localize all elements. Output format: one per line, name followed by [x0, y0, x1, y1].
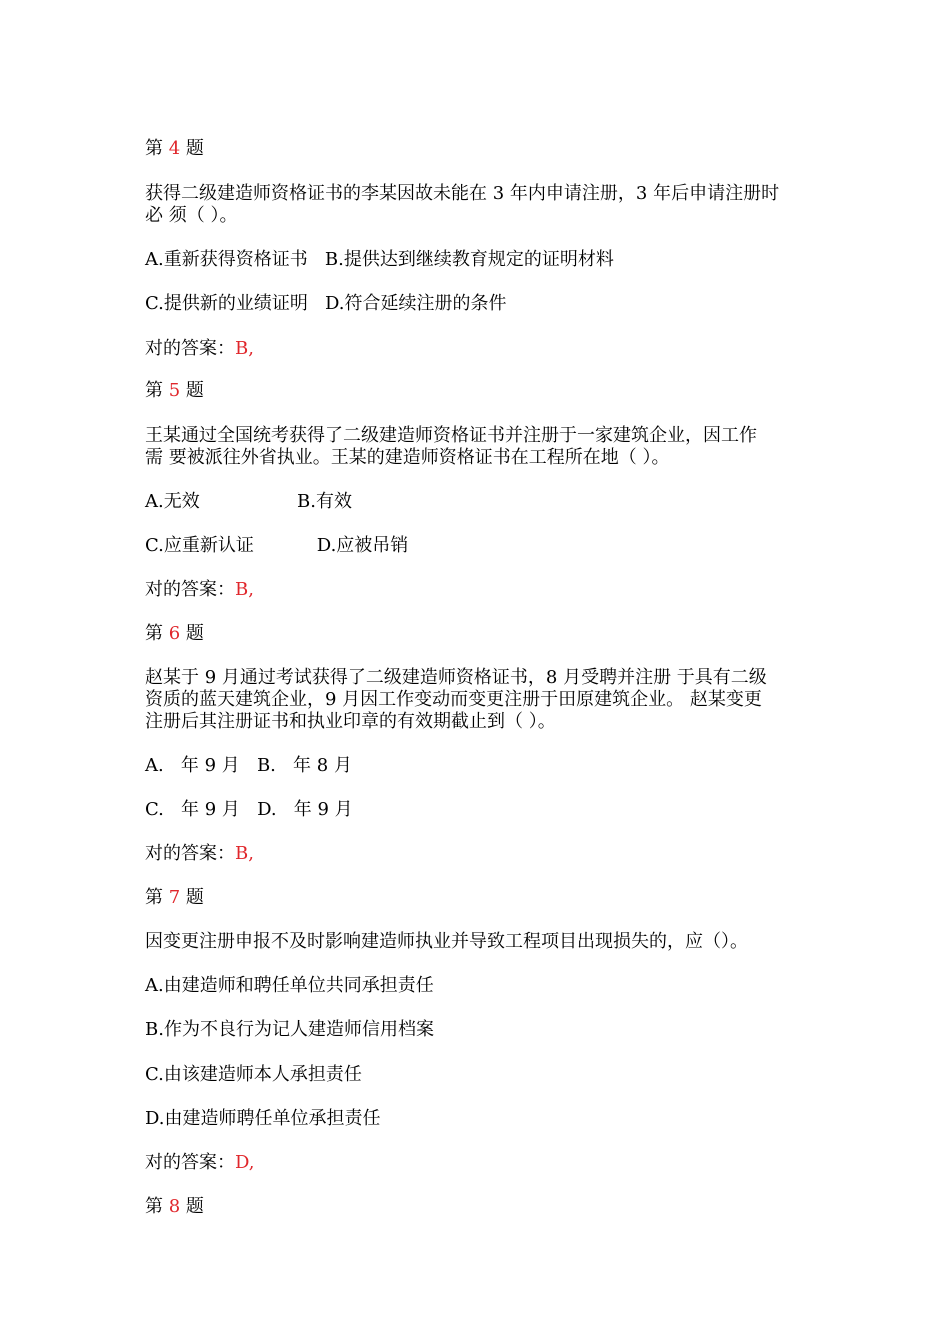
question-4-stem-line-2: 必 须（ ）。	[145, 205, 238, 226]
question-7-option-c: C.由该建造师本人承担责任	[145, 1064, 362, 1085]
question-5-stem-line-1: 王某通过全国统考获得了二级建造师资格证书并注册于一家建筑企业，因工作	[145, 425, 757, 446]
answer-value: B,	[235, 338, 254, 359]
question-5-options-line-1: A.无效 B.有效	[145, 491, 352, 512]
question-6-options-line-2: C. 年 9 月 D. 年 9 月	[145, 799, 353, 820]
question-6-stem-line-1: 赵某于 9 月通过考试获得了二级建造师资格证书，8 月受聘并注册 于具有二级	[145, 667, 767, 688]
heading-suffix: 题	[180, 138, 204, 159]
question-6-heading	[145, 623, 204, 645]
question-4-stem-line-1: 获得二级建造师资格证书的李某因故未能在 3 年内申请注册，3 年后申请注册时	[145, 183, 780, 204]
question-8-heading	[145, 1196, 204, 1218]
question-7-option-b: B.作为不良行为记人建造师信用档案	[145, 1019, 434, 1040]
question-number: 6	[168, 623, 181, 644]
answer-label: 对的答案：	[145, 338, 235, 359]
question-6-options-line-1: A. 年 9 月 B. 年 8 月	[145, 755, 352, 776]
question-number: 4	[168, 138, 181, 159]
question-number: 7	[168, 887, 181, 908]
question-4-answer	[145, 338, 254, 360]
question-5-answer	[145, 579, 254, 601]
heading-prefix: 第	[145, 380, 169, 401]
question-6-answer	[145, 843, 254, 865]
answer-value: B,	[235, 843, 254, 864]
question-7-stem-line-1: 因变更注册申报不及时影响建造师执业并导致工程项目出现损失的，应（）。	[145, 931, 748, 952]
heading-suffix: 题	[180, 1196, 204, 1217]
question-6-stem-line-3: 注册后其注册证书和执业印章的有效期截止到（ ）。	[145, 711, 556, 732]
heading-suffix: 题	[180, 380, 204, 401]
question-5-stem-line-2: 需 要被派往外省执业。王某的建造师资格证书在工程所在地（ ）。	[145, 447, 670, 468]
heading-prefix: 第	[145, 1196, 169, 1217]
heading-prefix: 第	[145, 623, 169, 644]
question-5-options-line-2: C.应重新认证 D.应被吊销	[145, 535, 409, 556]
question-7-answer	[145, 1152, 255, 1174]
answer-value: D,	[235, 1152, 255, 1173]
question-4-options-line-2: C.提供新的业绩证明 D.符合延续注册的条件	[145, 293, 507, 314]
answer-label: 对的答案：	[145, 1152, 235, 1173]
answer-value: B,	[235, 579, 254, 600]
heading-suffix: 题	[180, 887, 204, 908]
answer-label: 对的答案：	[145, 579, 235, 600]
answer-label: 对的答案：	[145, 843, 235, 864]
heading-prefix: 第	[145, 138, 169, 159]
heading-prefix: 第	[145, 887, 169, 908]
question-4-options-line-1: A.重新获得资格证书 B.提供达到继续教育规定的证明材料	[145, 249, 614, 270]
question-7-heading	[145, 887, 204, 909]
question-7-option-d: D.由建造师聘任单位承担责任	[145, 1108, 381, 1129]
question-5-heading	[145, 380, 204, 402]
question-number: 5	[168, 380, 181, 401]
question-4-heading	[145, 138, 204, 160]
heading-suffix: 题	[180, 623, 204, 644]
question-7-option-a: A.由建造师和聘任单位共同承担责任	[145, 975, 434, 996]
question-number: 8	[168, 1196, 181, 1217]
question-6-stem-line-2: 资质的蓝天建筑企业，9 月因工作变动而变更注册于田原建筑企业。 赵某变更	[145, 689, 762, 710]
